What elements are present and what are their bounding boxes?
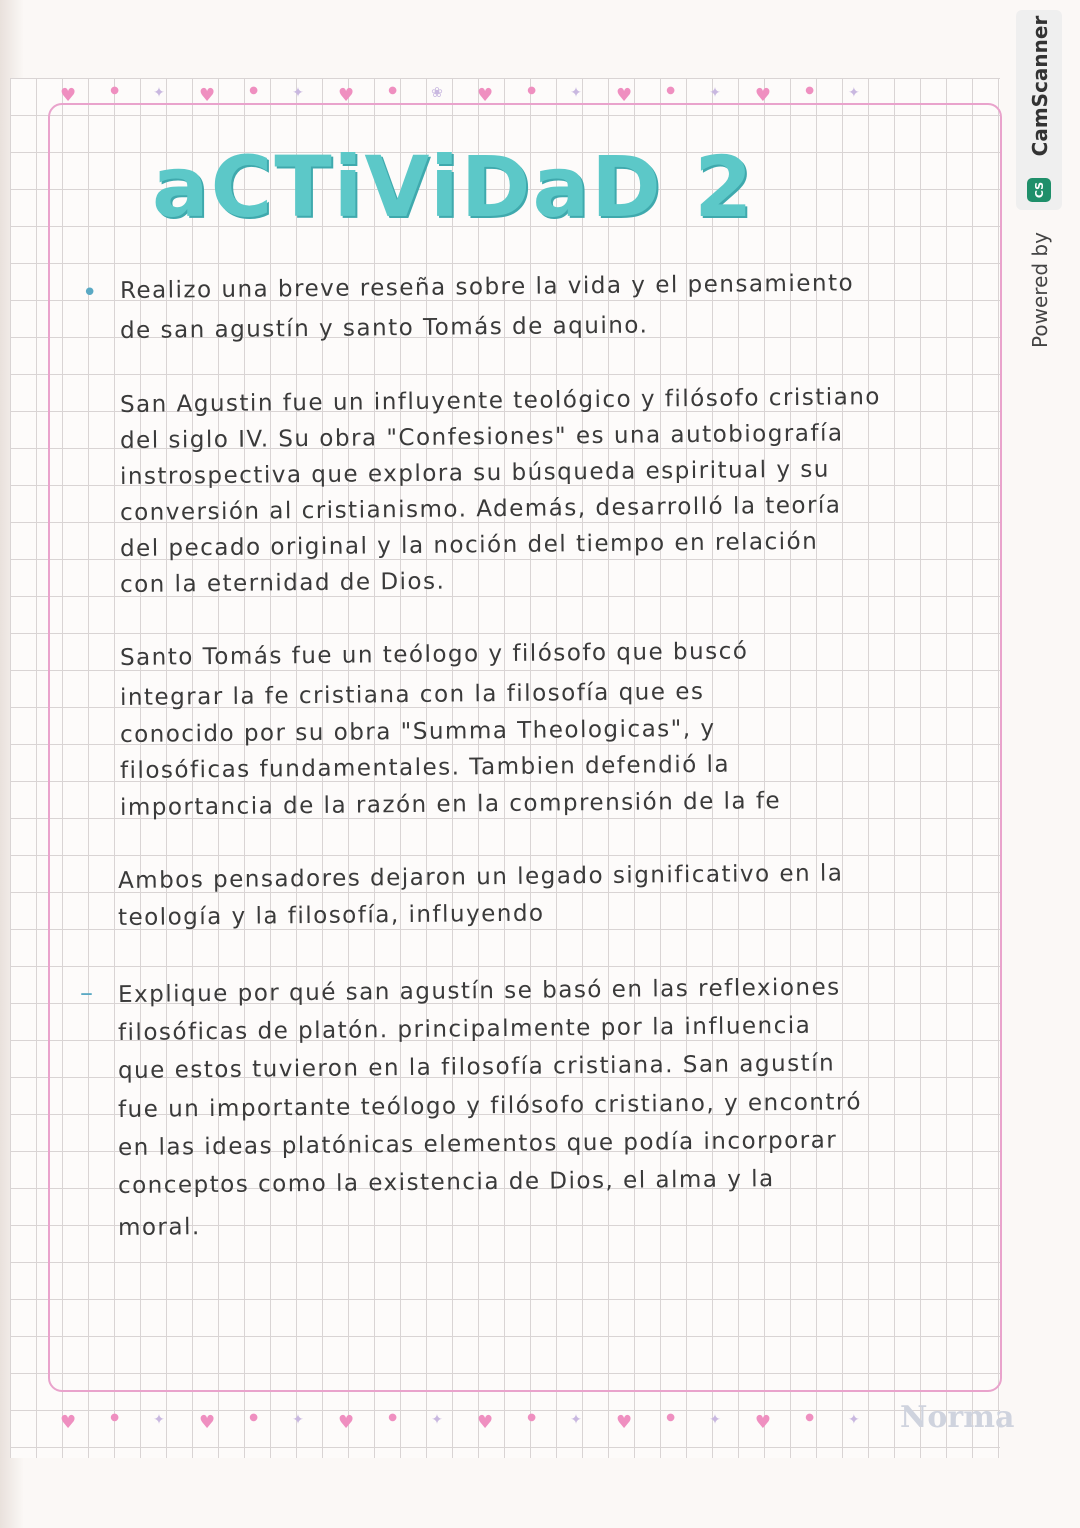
camscanner-logo-icon: CS [1027, 178, 1051, 202]
question2-line: que estos tuvieron en la filosofía cristiana. San agustín [117, 1050, 836, 1084]
question1-line: Realizo una breve reseña sobre la vida y el pensamiento [119, 270, 855, 304]
paragraph1-line: instrospectiva que explora su búsqueda espiritual y su [119, 456, 831, 490]
question2-line: en las ideas platónicas elementos que podía incorporar [117, 1127, 838, 1161]
powered-by-label: Powered by [1028, 232, 1052, 348]
question2-line: filosóficas de platón. principalmente por la influencia [117, 1012, 812, 1046]
bullet-dash-icon: – [80, 978, 93, 1008]
question2-line: Explique por qué san agustín se basó en las reflexiones [117, 974, 841, 1008]
paragraph1-line: del siglo IV. Su obra "Confesiones" es una autobiografía [119, 420, 844, 454]
paragraph2-line: importancia de la razón en la comprensión de la fe [119, 788, 782, 821]
bullet-dot-icon: • [82, 278, 98, 308]
question2-line: conceptos como la existencia de Dios, el alma y la [117, 1166, 775, 1199]
paragraph2-line: filosóficas fundamentales. Tambien defendió la [119, 751, 731, 784]
paragraph1-line: con la eternidad de Dios. [119, 568, 446, 598]
paragraph1-line: del pecado original y la noción del tiempo en relación [119, 528, 819, 562]
question2-line: fue un importante teólogo y filósofo cristiano, y encontró [117, 1089, 863, 1123]
paragraph1-line: San Agustin fue un influyente teológico y filósofo cristiano [119, 384, 882, 418]
bottom-heart-decoration: ♥ ● ✦ ♥ ● ✦ ♥ ● ✦ ♥ ● ✦ ♥ ● ✦ ♥ ● ✦ [60, 1412, 860, 1433]
paragraph1-line: conversión al cristianismo. Además, desarrolló la teoría [119, 492, 842, 526]
paragraph3-line: teología y la filosofía, influyendo [117, 900, 545, 931]
notebook-brand-logo: Norma [900, 1400, 1015, 1435]
top-heart-decoration: ♥ ● ✦ ♥ ● ✦ ♥ ● ❀ ♥ ● ✦ ♥ ● ✦ ♥ ● ✦ [60, 85, 860, 106]
page-title: aCTiViDaD 2 [152, 138, 755, 236]
question1-line: de san agustín y santo Tomás de aquino. [119, 312, 649, 344]
paragraph3-line: Ambos pensadores dejaron un legado significativo en la [117, 860, 844, 894]
paragraph2-line: conocido por su obra "Summa Theologicas", y [119, 715, 716, 748]
paragraph2-line: Santo Tomás fue un teólogo y filósofo que buscó [119, 638, 749, 671]
paragraph2-line: integrar la fe cristiana con la filosofía que es [119, 678, 705, 711]
camscanner-label: CamScanner [1028, 15, 1052, 157]
question2-line: moral. [117, 1214, 201, 1241]
